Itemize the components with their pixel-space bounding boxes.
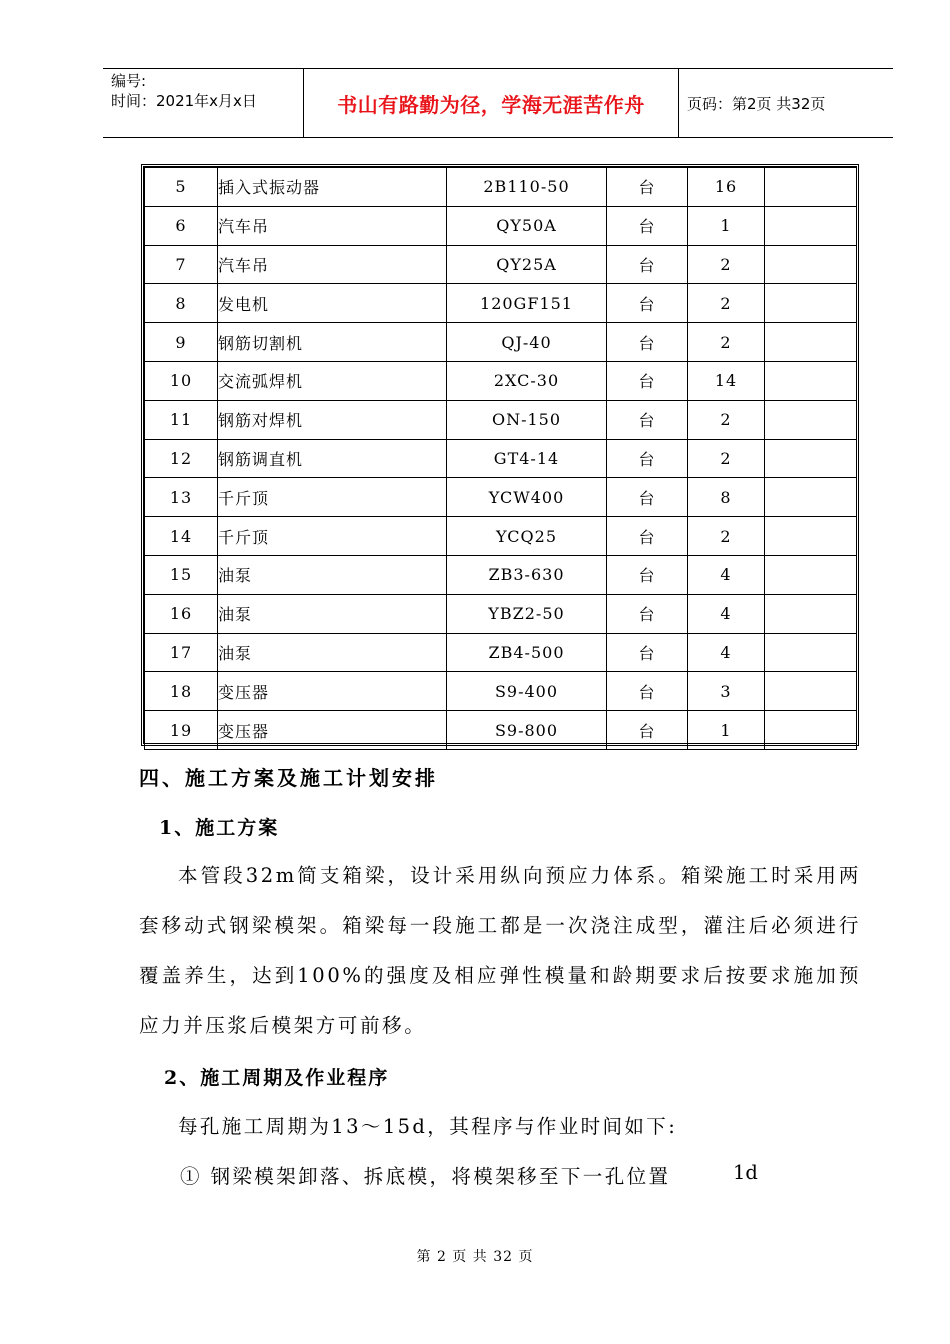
- row-number: 9: [145, 323, 218, 362]
- header-page-number: 页码：第2页 共32页: [687, 94, 826, 113]
- equipment-name: 变压器: [218, 711, 447, 750]
- equipment-quantity: 2: [688, 323, 765, 362]
- equipment-unit: 台: [607, 361, 688, 400]
- subsection-title-1: 1、施工方案: [159, 817, 280, 839]
- table-row: [145, 555, 857, 594]
- equipment-name: 钢筋切割机: [218, 323, 447, 362]
- equipment-model: S9-800: [447, 711, 607, 750]
- equipment-table: [144, 167, 857, 750]
- equipment-unit: 台: [607, 168, 688, 207]
- equipment-name: 油泵: [218, 633, 447, 672]
- equipment-note: [765, 245, 857, 284]
- row-number: 16: [145, 594, 218, 633]
- table-row: [145, 400, 857, 439]
- procedure-step-1: ① 钢梁模架卸落、拆底模，将模架移至下一孔位置: [180, 1165, 671, 1188]
- equipment-unit: 台: [607, 672, 688, 711]
- equipment-unit: 台: [607, 555, 688, 594]
- table-row: [145, 439, 857, 478]
- row-number: 7: [145, 245, 218, 284]
- subsection-title-2: 2、施工周期及作业程序: [164, 1067, 390, 1089]
- equipment-quantity: 4: [688, 555, 765, 594]
- table-row: [145, 633, 857, 672]
- equipment-quantity: 3: [688, 672, 765, 711]
- row-number: 19: [145, 711, 218, 750]
- equipment-quantity: 1: [688, 206, 765, 245]
- equipment-note: [765, 555, 857, 594]
- subsection-body-1: 本管段32m简支箱梁，设计采用纵向预应力体系。箱梁施工时采用两套移动式钢梁模架。箱梁每一段施工都是一次浇注成型，灌注后必须进行覆盖养生，达到100%的强度及相应弹性模量和龄期要求后按要求施加预应力并压浆后模架方可前移。: [139, 864, 861, 1037]
- equipment-model: YBZ2-50: [447, 594, 607, 633]
- table-row: [145, 517, 857, 556]
- equipment-name: 变压器: [218, 672, 447, 711]
- table-row: [145, 361, 857, 400]
- equipment-note: [765, 323, 857, 362]
- table-row: [145, 672, 857, 711]
- table-row: [145, 478, 857, 517]
- equipment-unit: 台: [607, 633, 688, 672]
- equipment-quantity: 4: [688, 594, 765, 633]
- table-row: [145, 594, 857, 633]
- equipment-note: [765, 478, 857, 517]
- row-number: 18: [145, 672, 218, 711]
- equipment-quantity: 1: [688, 711, 765, 750]
- table-row: [145, 711, 857, 750]
- row-number: 13: [145, 478, 218, 517]
- equipment-name: 千斤顶: [218, 478, 447, 517]
- equipment-name: 油泵: [218, 555, 447, 594]
- equipment-name: 发电机: [218, 284, 447, 323]
- equipment-name: 汽车吊: [218, 206, 447, 245]
- subsection-intro-2: 每孔施工周期为13～15d，其程序与作业时间如下:: [178, 1115, 678, 1138]
- table-row: [145, 245, 857, 284]
- page-header: [103, 68, 893, 138]
- equipment-unit: 台: [607, 284, 688, 323]
- row-number: 17: [145, 633, 218, 672]
- equipment-note: [765, 400, 857, 439]
- equipment-unit: 台: [607, 400, 688, 439]
- equipment-note: [765, 672, 857, 711]
- equipment-note: [765, 206, 857, 245]
- table-row: [145, 323, 857, 362]
- row-number: 14: [145, 517, 218, 556]
- equipment-unit: 台: [607, 478, 688, 517]
- equipment-model: 2B110-50: [447, 168, 607, 207]
- equipment-unit: 台: [607, 245, 688, 284]
- equipment-model: ZB3-630: [447, 555, 607, 594]
- row-number: 10: [145, 361, 218, 400]
- equipment-name: 油泵: [218, 594, 447, 633]
- equipment-quantity: 4: [688, 633, 765, 672]
- equipment-unit: 台: [607, 206, 688, 245]
- row-number: 12: [145, 439, 218, 478]
- equipment-model: ON-150: [447, 400, 607, 439]
- header-motto: 书山有路勤为径，学海无涯苦作舟: [337, 92, 645, 117]
- page-footer: 第 2 页 共 32 页: [416, 1249, 534, 1265]
- section-title: 四、施工方案及施工计划安排: [139, 766, 438, 790]
- equipment-unit: 台: [607, 517, 688, 556]
- row-number: 11: [145, 400, 218, 439]
- equipment-model: ZB4-500: [447, 633, 607, 672]
- equipment-model: QJ-40: [447, 323, 607, 362]
- equipment-quantity: 2: [688, 245, 765, 284]
- equipment-model: 2XC-30: [447, 361, 607, 400]
- table-row: [145, 168, 857, 207]
- equipment-model: GT4-14: [447, 439, 607, 478]
- equipment-model: YCW400: [447, 478, 607, 517]
- equipment-model: QY50A: [447, 206, 607, 245]
- equipment-model: 120GF151: [447, 284, 607, 323]
- equipment-quantity: 2: [688, 439, 765, 478]
- row-number: 15: [145, 555, 218, 594]
- equipment-note: [765, 284, 857, 323]
- equipment-note: [765, 439, 857, 478]
- equipment-model: YCQ25: [447, 517, 607, 556]
- equipment-note: [765, 594, 857, 633]
- equipment-quantity: 2: [688, 284, 765, 323]
- equipment-note: [765, 517, 857, 556]
- equipment-name: 交流弧焊机: [218, 361, 447, 400]
- equipment-quantity: 8: [688, 478, 765, 517]
- header-meta: [111, 71, 301, 111]
- row-number: 6: [145, 206, 218, 245]
- document-date: 时间：2021年x月x日: [111, 92, 257, 110]
- equipment-quantity: 2: [688, 517, 765, 556]
- equipment-name: 千斤顶: [218, 517, 447, 556]
- equipment-name: 汽车吊: [218, 245, 447, 284]
- equipment-quantity: 2: [688, 400, 765, 439]
- row-number: 5: [145, 168, 218, 207]
- equipment-note: [765, 633, 857, 672]
- equipment-name: 钢筋调直机: [218, 439, 447, 478]
- equipment-quantity: 14: [688, 361, 765, 400]
- equipment-unit: 台: [607, 594, 688, 633]
- equipment-quantity: 16: [688, 168, 765, 207]
- document-number-label: 编号:: [111, 72, 147, 90]
- row-number: 8: [145, 284, 218, 323]
- equipment-name: 钢筋对焊机: [218, 400, 447, 439]
- equipment-note: [765, 168, 857, 207]
- equipment-name: 插入式振动器: [218, 168, 447, 207]
- equipment-note: [765, 361, 857, 400]
- equipment-unit: 台: [607, 711, 688, 750]
- equipment-unit: 台: [607, 323, 688, 362]
- equipment-note: [765, 711, 857, 750]
- equipment-model: S9-400: [447, 672, 607, 711]
- equipment-table-body: [145, 168, 857, 750]
- equipment-unit: 台: [607, 439, 688, 478]
- table-row: [145, 284, 857, 323]
- equipment-model: QY25A: [447, 245, 607, 284]
- procedure-step-1-duration: 1d: [733, 1161, 758, 1184]
- table-row: [145, 206, 857, 245]
